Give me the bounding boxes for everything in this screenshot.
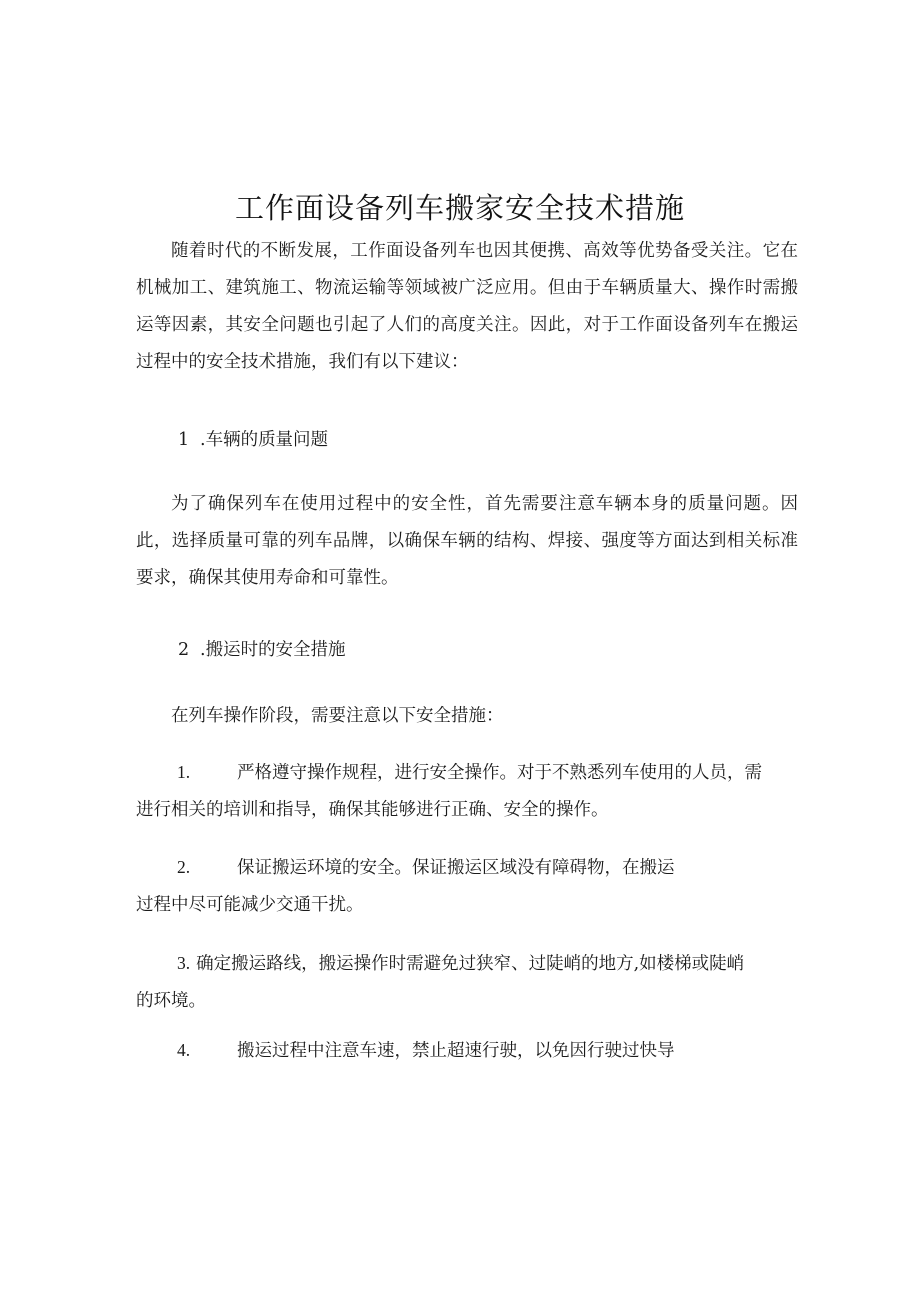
section-heading-2 [178,638,346,662]
section-heading-text: .车辆的质量问题 [200,430,329,450]
measure-line [136,849,798,887]
measure-number: 4. [177,1040,191,1060]
measure-item-4 [136,1032,798,1070]
measure-line: 的环境。 [136,991,206,1011]
document-title: 工作面设备列车搬家安全技术措施 [234,191,685,225]
measure-number: 3. [177,953,191,973]
measure-line: 过程中尽可能减少交通干扰。 [136,895,364,915]
measure-line [136,945,798,983]
intro-paragraph: 随着时代的不断发展，工作面设备列车也因其便携、高效等优势备受关注。它在机械加工、建筑施工、物流运输等领域被广泛应用。但由于车辆质量大、操作时需搬运等因素，其安全问题也引起了人们的高度关注。因此，对于工作面设备列车在搬运过程中的安全技术措施，我们有以下建议： [136,241,798,372]
measure-line [136,1032,798,1070]
measure-text: 保证搬运环境的安全。保证搬运区域没有障碍物，在搬运 [237,858,675,878]
measure-text: 严格遵守操作规程，进行安全操作。对于不熟悉列车使用的人员，需 [237,763,762,783]
section-number: 1 [178,430,190,450]
measure-text: 确定搬运路线，搬运操作时需避免过狭窄、过陡峭的地方,如楼梯或陡峭 [196,954,745,974]
measure-number: 1. [177,762,191,782]
measure-number: 2. [177,857,191,877]
measure-item-1 [136,754,798,829]
measure-text: 搬运过程中注意车速，禁止超速行驶，以免因行驶过快导 [237,1041,675,1061]
section-heading-text: .搬运时的安全措施 [200,640,346,660]
section-2-paragraph: 在列车操作阶段，需要注意以下安全措施： [171,706,504,726]
section-1-paragraph: 为了确保列车在使用过程中的安全性，首先需要注意车辆本身的质量问题。因此，选择质量可靠的列车品牌，以确保车辆的结构、焊接、强度等方面达到相关标准要求，确保其使用寿命和可靠性。 [136,494,798,588]
measure-line [136,754,798,792]
measure-line: 进行相关的培训和指导，确保其能够进行正确、安全的操作。 [136,800,609,820]
section-heading-1 [178,428,328,452]
measure-item-2 [136,849,798,924]
section-number: 2 [178,640,190,660]
measure-item-3 [136,945,798,1020]
